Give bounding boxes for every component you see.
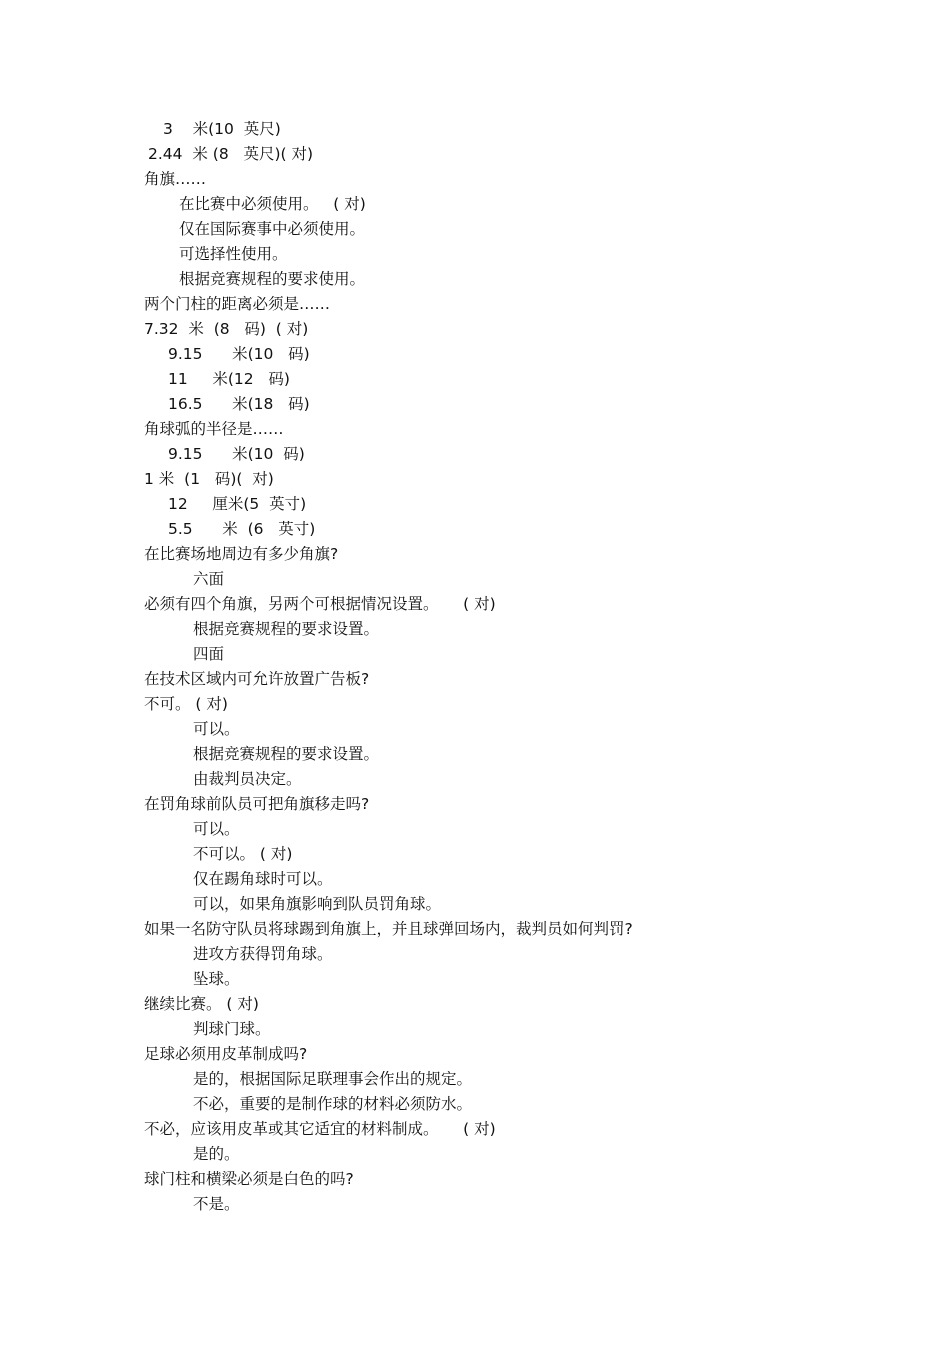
answer-line: 5.5 米 (6 英寸) bbox=[168, 520, 316, 538]
answer-line: 在比赛中必须使用。 ( 对) bbox=[179, 195, 366, 213]
answer-line: 是的，根据国际足联理事会作出的规定。 bbox=[193, 1070, 473, 1088]
text-line: 2.44 米 (8 英尺)( 对) bbox=[148, 145, 314, 163]
answer-line: 不可。 ( 对) bbox=[144, 695, 228, 713]
question-line: 角球弧的半径是…… bbox=[144, 420, 284, 438]
answer-line: 7.32 米 (8 码) ( 对) bbox=[144, 320, 309, 338]
answer-line: 不必，重要的是制作球的材料必须防水。 bbox=[193, 1095, 473, 1113]
answer-line: 必须有四个角旗，另两个可根据情况设置。 ( 对) bbox=[144, 595, 496, 613]
answer-line: 由裁判员决定。 bbox=[193, 770, 302, 788]
answer-line: 12 厘米(5 英寸) bbox=[168, 495, 307, 513]
answer-line: 9.15 米(10 码) bbox=[168, 345, 310, 363]
answer-line: 可以。 bbox=[193, 720, 240, 738]
answer-line: 继续比赛。 ( 对) bbox=[144, 995, 259, 1013]
answer-line: 四面 bbox=[193, 645, 225, 663]
answer-line: 1 米 (1 码)( 对) bbox=[144, 470, 274, 488]
answer-line: 判球门球。 bbox=[193, 1020, 271, 1038]
answer-line: 坠球。 bbox=[193, 970, 240, 988]
answer-line: 进攻方获得罚角球。 bbox=[193, 945, 333, 963]
answer-line: 仅在国际赛事中必须使用。 bbox=[179, 220, 366, 238]
answer-line: 仅在踢角球时可以。 bbox=[193, 870, 333, 888]
text-line: 3 米(10 英尺) bbox=[163, 120, 281, 138]
answer-line: 不是。 bbox=[193, 1195, 240, 1213]
question-line: 足球必须用皮革制成吗? bbox=[144, 1045, 308, 1063]
question-line: 球门柱和横梁必须是白色的吗? bbox=[144, 1170, 354, 1188]
answer-line: 六面 bbox=[193, 570, 225, 588]
answer-line: 不可以。 ( 对) bbox=[193, 845, 293, 863]
answer-line: 16.5 米(18 码) bbox=[168, 395, 310, 413]
answer-line: 根据竞赛规程的要求使用。 bbox=[179, 270, 366, 288]
answer-line: 9.15 米(10 码) bbox=[168, 445, 305, 463]
question-line: 在技术区域内可允许放置广告板? bbox=[144, 670, 370, 688]
answer-line: 不必，应该用皮革或其它适宜的材料制成。 ( 对) bbox=[144, 1120, 496, 1138]
answer-line: 可选择性使用。 bbox=[179, 245, 288, 263]
answer-line: 根据竞赛规程的要求设置。 bbox=[193, 745, 380, 763]
answer-line: 是的。 bbox=[193, 1145, 240, 1163]
answer-line: 根据竞赛规程的要求设置。 bbox=[193, 620, 380, 638]
answer-line: 可以，如果角旗影响到队员罚角球。 bbox=[193, 895, 442, 913]
answer-line: 11 米(12 码) bbox=[168, 370, 290, 388]
question-line: 如果一名防守队员将球踢到角旗上，并且球弹回场内，裁判员如何判罚? bbox=[144, 920, 633, 938]
answer-line: 可以。 bbox=[193, 820, 240, 838]
question-line: 在比赛场地周边有多少角旗? bbox=[144, 545, 339, 563]
question-line: 两个门柱的距离必须是…… bbox=[144, 295, 331, 313]
question-line: 在罚角球前队员可把角旗移走吗? bbox=[144, 795, 370, 813]
question-line: 角旗…… bbox=[144, 170, 207, 188]
